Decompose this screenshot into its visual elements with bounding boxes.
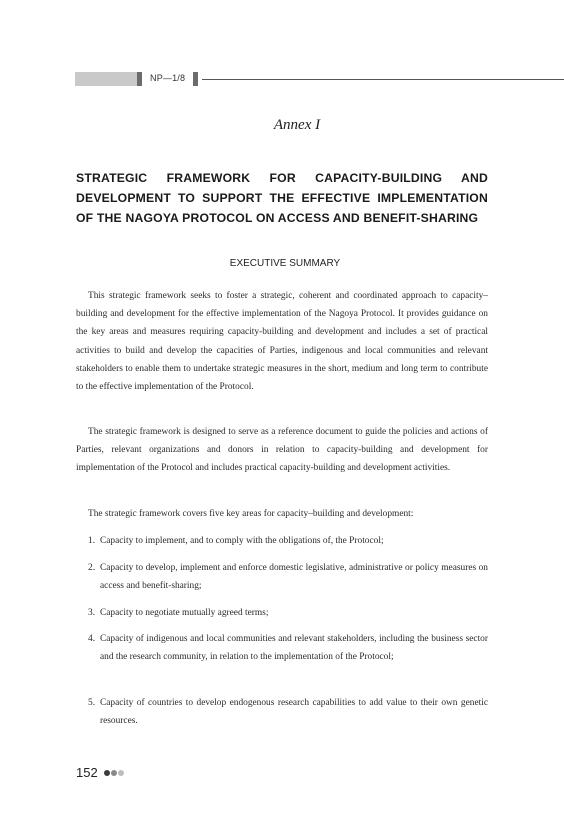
- list-text: Capacity to negotiate mutually agreed terms;: [100, 608, 269, 618]
- list-text: Capacity to develop, implement and enforce domestic legislative, administrative or policy measures on access and benefit-sharing;: [100, 563, 488, 592]
- title-line-2: DEVELOPMENT TO SUPPORT THE EFFECTIVE IMPLEMENTATION: [76, 191, 488, 205]
- list-item: [76, 604, 488, 622]
- list-text: Capacity of indigenous and local communities and relevant stakeholders, including the business sector and the research community, in relation to the implementation of the Protocol;: [100, 634, 488, 663]
- summary-paragraph: The strategic framework is designed to serve as a reference document to guide the policies and actions of Parties, relevant organizations and donors in relation to capacity-building and development for implementation of the Protocol and includes practical capacity-building and development activities.: [76, 427, 488, 474]
- key-area-3-block: [76, 604, 488, 622]
- list-number: 4.: [88, 634, 96, 644]
- summary-paragraph-3-block: [76, 505, 488, 523]
- key-area-1-block: [76, 532, 488, 550]
- list-item: [76, 630, 488, 666]
- summary-paragraph: The strategic framework covers five key areas for capacity–building and development:: [88, 509, 414, 519]
- executive-summary-heading: EXECUTIVE SUMMARY: [229, 258, 341, 269]
- key-area-4-block: [76, 630, 488, 666]
- list-number: 5.: [88, 698, 96, 708]
- header-rule: [202, 79, 564, 80]
- key-area-2-block: [76, 559, 488, 595]
- list-text: Capacity to implement, and to comply with the obligations of, the Protocol;: [100, 536, 384, 546]
- page-number: 152: [76, 765, 98, 780]
- key-area-5-block: [76, 694, 488, 730]
- list-text: Capacity of countries to develop endogenous research capabilities to add value to their own genetic resources.: [100, 698, 488, 727]
- summary-paragraph: This strategic framework seeks to foster a strategic, coherent and coordinated approach to capacity–building and development for the effective implementation of the Nagoya Protocol. It provides guidance on the key areas and measures requiring capacity-building and development and includes a set of practical activities to build and develop the capacities of Parties, indigenous and local communities and relevant stakeholders to enable them to undertake strategic measures in the short, medium and long term to contribute to the effective implementation of the Protocol.: [76, 291, 488, 393]
- list-number: 3.: [88, 608, 96, 618]
- summary-paragraph-2-block: [76, 423, 488, 478]
- annex-title: Annex I: [273, 117, 321, 133]
- header-bar-dark-right: [193, 72, 198, 86]
- page-dot-dark: [104, 770, 110, 776]
- document-code: NP—1/8: [150, 73, 186, 83]
- header-bar-dark-left: [137, 72, 142, 86]
- list-item: [76, 532, 488, 550]
- list-number: 2.: [88, 563, 96, 573]
- list-number: 1.: [88, 536, 96, 546]
- list-item: [76, 694, 488, 730]
- summary-paragraph-1-block: [76, 287, 488, 396]
- page-dot-light: [118, 770, 124, 776]
- title-line-3: OF THE NAGOYA PROTOCOL ON ACCESS AND BENEFIT-SHARING: [76, 211, 479, 225]
- page-dot-mid: [111, 770, 117, 776]
- header-bar-light: [75, 72, 137, 86]
- title-line-1: STRATEGIC FRAMEWORK FOR CAPACITY-BUILDING AND: [76, 171, 488, 185]
- list-item: [76, 559, 488, 595]
- document-title: [76, 168, 488, 228]
